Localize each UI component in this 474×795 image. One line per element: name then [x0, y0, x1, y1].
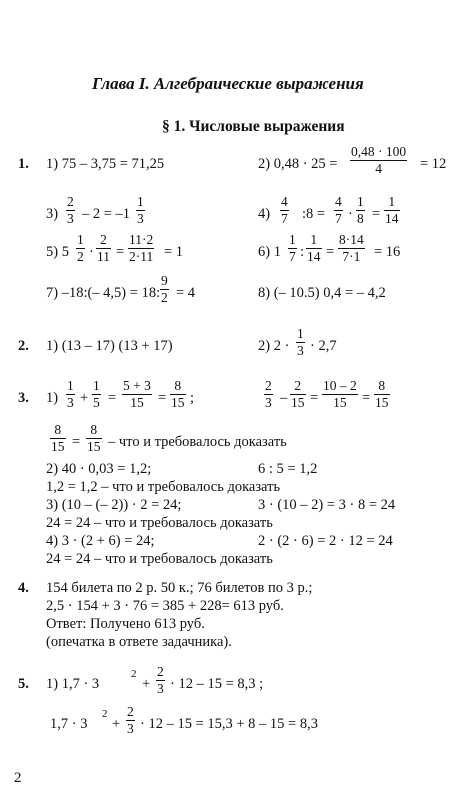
p3-plus: +: [80, 390, 89, 406]
p5-plus-2: +: [112, 716, 121, 732]
p3-eq-1: =: [108, 390, 117, 406]
p5-fraction-2: $\frac{2}{3}$: [127, 704, 134, 736]
p1-item-8: 8) (– 10.5) 0,4 = – 4,2: [258, 285, 386, 301]
p2-item-1: 1) (13 – 17) (13 + 17): [46, 338, 173, 354]
p1-item-7-fraction: $\frac{9}{2}$: [161, 273, 168, 305]
p3-right-frac-1: $\frac{2}{3}$: [265, 378, 272, 410]
p1-item-6-fraction-2: $\frac{1}{14}$: [307, 232, 321, 264]
problem-5-number: 5.: [18, 676, 29, 692]
p3-conclusion-frac-1: $\frac{8}{15}$: [51, 422, 65, 454]
p1-item-5-fraction-2: $\frac{2}{11}$: [97, 232, 110, 264]
problem-4-number: 4.: [18, 580, 29, 596]
p3-eq-2: =: [158, 390, 167, 406]
p1-item-6-colon: :: [300, 244, 305, 260]
p2-item-2-suffix: · 2,7: [310, 338, 337, 354]
p3-right-frac-3: $\frac{10 - 2}{15}$: [323, 378, 357, 410]
p1-item-4-fraction-4: $\frac{1}{14}$: [385, 194, 399, 226]
p1-item-7-result: = 4: [176, 285, 196, 301]
p1-item-5-fraction-3: $\frac{11\cdot 2}{2\cdot 11}$: [129, 232, 154, 264]
p3-line-6: 24 = 24 – что и требовалось доказать: [46, 515, 273, 531]
p3-line-5a: 3) (10 – (– 2)) · 2 = 24;: [46, 497, 182, 513]
p1-item-3-mid: – 2 = –1: [82, 206, 131, 222]
p1-item-4-fraction: $\frac{4}{7}$: [281, 194, 288, 226]
p2-item-2-fraction: $\frac{1}{3}$: [297, 326, 304, 358]
p1-item-4-fraction-2: $\frac{4}{7}$: [335, 194, 342, 226]
p1-item-6-eq: =: [326, 244, 335, 260]
p1-item-4-dot: ·: [348, 206, 353, 222]
p1-item-3-prefix: 3): [46, 206, 59, 222]
p1-item-4-mid: :8 =: [302, 206, 326, 222]
p1-item-5-result: = 1: [164, 244, 184, 260]
p5-fraction: $\frac{2}{3}$: [157, 664, 164, 696]
p3-right-eq-2: =: [362, 390, 371, 406]
p3-conclusion-text: – что и требовалось доказать: [108, 434, 287, 450]
p5-line-1-prefix: 1) 1,7 · 3: [46, 676, 100, 692]
p1-item-3-fraction: $\frac{2}{3}$: [67, 194, 74, 226]
p5-exponent-2: 2: [102, 708, 108, 720]
p1-item-5-prefix: 5) 5: [46, 244, 69, 260]
problem-2-number: 2.: [18, 338, 29, 354]
p3-minus: –: [280, 390, 288, 406]
problem-1-number: 1.: [18, 156, 29, 172]
p1-item-2-fraction: $\frac{0,48 \cdot 100}{4}$: [351, 144, 407, 176]
p4-line-1: 154 билета по 2 р. 50 к.; 76 билетов по 3 р.;: [46, 580, 313, 596]
p1-item-5-fraction: $\frac{1}{2}$: [77, 232, 84, 264]
p3-right-eq-1: =: [310, 390, 319, 406]
p1-item-6-prefix: 6) 1: [258, 244, 281, 260]
p3-line-5b: 3 · (10 – 2) = 3 · 8 = 24: [258, 497, 396, 513]
p3-frac-3: $\frac{5 + 3}{15}$: [123, 378, 151, 410]
p1-item-4-fraction-3: $\frac{1}{8}$: [357, 194, 364, 226]
section-title: § 1. Числовые выражения: [162, 118, 345, 135]
p4-line-4: (опечатка в ответе задачника).: [46, 634, 232, 650]
p5-line-2-suffix: · 12 – 15 = 15,3 + 8 – 15 = 8,3: [140, 716, 318, 732]
p1-item-6-result: = 16: [374, 244, 401, 260]
p5-line-2-prefix: 1,7 · 3: [50, 716, 88, 732]
p1-item-3-fraction-2: $\frac{1}{3}$: [137, 194, 144, 226]
p1-item-4-eq: =: [372, 206, 381, 222]
p1-item-6-fraction-3: $\frac{8\cdot 14}{7\cdot 1}$: [339, 232, 364, 264]
p1-item-4-prefix: 4): [258, 206, 271, 222]
p3-frac-2: $\frac{1}{5}$: [93, 378, 100, 410]
p3-line-1-prefix: 1): [46, 390, 59, 406]
p3-right-frac-4: $\frac{8}{15}$: [375, 378, 389, 410]
p3-semicolon: ;: [190, 390, 195, 406]
p3-line-7b: 2 · (2 · 6) = 2 · 12 = 24: [258, 533, 393, 549]
page-number: 2: [14, 770, 22, 786]
p3-conclusion-eq: =: [72, 434, 81, 450]
p3-frac-1: $\frac{1}{3}$: [67, 378, 74, 410]
p1-item-5-eq: =: [116, 244, 125, 260]
p1-item-6-fraction: $\frac{1}{7}$: [289, 232, 296, 264]
p2-item-2-prefix: 2) 2 ·: [258, 338, 290, 354]
p5-line-1-suffix: · 12 – 15 = 8,3 ;: [170, 676, 264, 692]
p5-exponent: 2: [131, 668, 137, 680]
p1-item-1: 1) 75 – 3,75 = 71,25: [46, 156, 165, 172]
p1-item-7: 7) –18:(– 4,5) = 18:: [46, 285, 161, 301]
p4-line-2: 2,5 · 154 + 3 · 76 = 385 + 228= 613 руб.: [46, 598, 284, 614]
p3-line-3a: 2) 40 · 0,03 = 1,2;: [46, 461, 152, 477]
chapter-title: Глава I. Алгебраические выражения: [92, 74, 364, 93]
p3-right-frac-2: $\frac{2}{15}$: [291, 378, 305, 410]
p5-plus: +: [142, 676, 151, 692]
p3-line-7a: 4) 3 · (2 + 6) = 24;: [46, 533, 155, 549]
problem-3-number: 3.: [18, 390, 29, 406]
p3-line-4: 1,2 = 1,2 – что и требовалось доказать: [46, 479, 281, 495]
p1-item-2-result: = 12: [420, 156, 447, 172]
p3-conclusion-frac-2: $\frac{8}{15}$: [87, 422, 101, 454]
p3-line-3b: 6 : 5 = 1,2: [258, 461, 318, 477]
p3-frac-4: $\frac{8}{15}$: [171, 378, 185, 410]
p1-item-2-prefix: 2) 0,48 · 25 =: [258, 156, 338, 172]
p1-item-5-dot: ·: [89, 244, 94, 260]
p3-line-8: 24 = 24 – что и требовалось доказать: [46, 551, 273, 567]
p4-line-3: Ответ: Получено 613 руб.: [46, 616, 205, 632]
